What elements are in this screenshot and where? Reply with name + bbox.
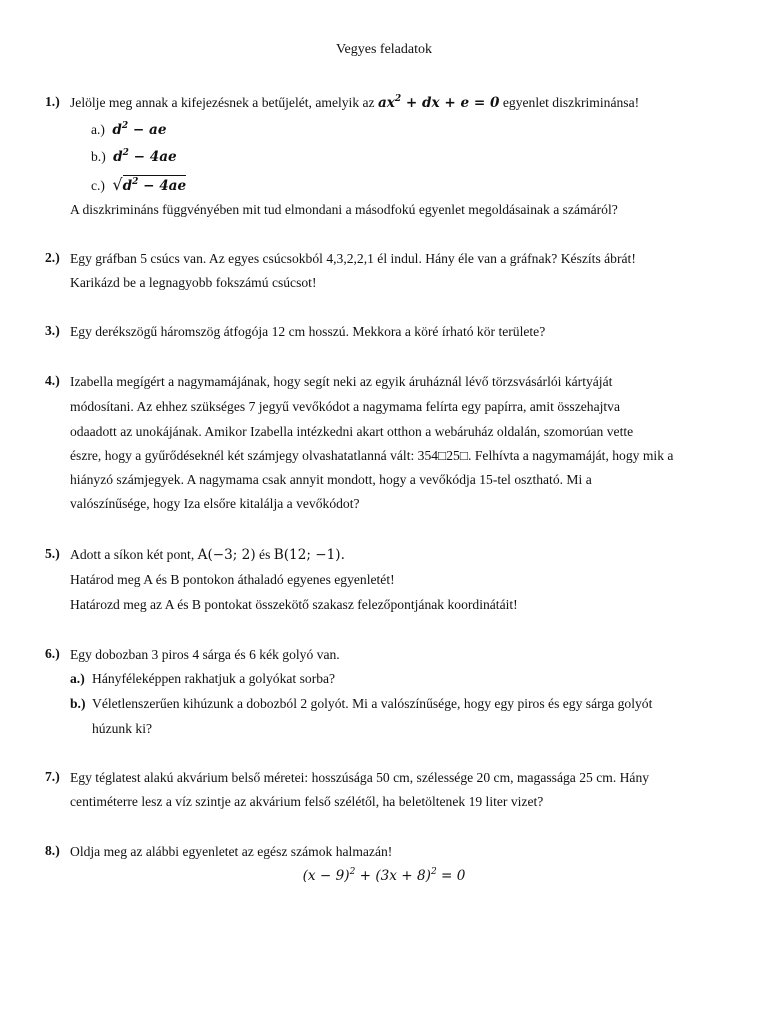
q5-line2: Határod meg A és B pontokon áthaladó egyenes egyenletét!: [70, 572, 395, 587]
q1-equation: $ax^2$ + dx + e = 0: [377, 94, 500, 111]
q3-line1: Egy derékszögű háromszög átfogója 12 cm hosszú. Mekkora a köré írható kör területe?: [70, 324, 546, 339]
q1-option-b: [91, 148, 177, 168]
q6-a-text: Hányféleképpen rakhatjuk a golyókat sorba?: [92, 671, 336, 686]
q6-number: 6.): [45, 646, 60, 661]
q8-line1: Oldja meg az alábbi egyenletet az egész számok halmazán!: [70, 844, 393, 859]
q6-b-text1: Véletlenszerűen kihúzunk a dobozból 2 golyót. Mi a valószínűsége, hogy egy piros és egy sárga golyót: [92, 696, 653, 711]
q4-line: észre, hogy a gyűrődéseknél két számjegy olvashatatlanná vált: 354□25□. Felhívta a nagymamáját, hogy mik a: [70, 448, 674, 463]
q5-point-b: B(12; −1).: [273, 547, 345, 563]
q4-line: valószínűsége, hogy Iza elsőre kitalálja a vevőkódot?: [70, 496, 360, 511]
q1-option-a: [91, 121, 166, 141]
q4-line: odaadott az unokájának. Amikor Izabella intézkedni akart otthon a webáruház oldalán, szomorúan vette: [70, 424, 634, 439]
q6-b-text2: húzunk ki?: [92, 721, 153, 736]
q1-option-a-expr: $d^2$ − ae: [112, 121, 167, 138]
q8-number: 8.): [45, 843, 60, 858]
q1-option-b-label: b.): [91, 149, 106, 164]
q1-option-c-expr: $d^2 - 4ae$: [123, 175, 187, 197]
q3-number: 3.): [45, 323, 60, 338]
q6-line1: Egy dobozban 3 piros 4 sárga és 6 kék golyó van.: [70, 647, 340, 662]
q2-line1: Egy gráfban 5 csúcs van. Az egyes csúcsokból 4,3,2,2,1 él indul. Hány éle van a gráfnak? Készíts ábrát!: [70, 251, 636, 266]
q7-number: 7.): [45, 769, 60, 784]
q1-option-b-expr: $d^2 - 4ae$: [113, 148, 177, 165]
q4-line: módosítani. Az ehhez szükséges 7 jegyű vevőkódot a nagymama felírta egy papírra, amit összehajtva: [70, 399, 620, 414]
q6-b-label: b.): [70, 696, 86, 711]
q5-point-a: A(−3; 2): [197, 547, 256, 563]
q2-number: 2.): [45, 250, 60, 265]
q1-number: 1.): [45, 94, 60, 109]
q7-line2: centiméterre lesz a víz szintje az akvárium felső szélétől, ha beletöltenek 19 liter vizet?: [70, 794, 544, 809]
q1-option-a-label: a.): [91, 122, 105, 137]
q5-text-a: Adott a síkon két pont,: [70, 547, 198, 562]
q1-option-c: c.) $√d^2 - 4ae$: [91, 175, 186, 197]
q4-number: 4.): [45, 373, 60, 388]
q4-line: hiányzó számjegyek. A nagymama csak annyit mondott, hogy a vevőkódja 15-tel osztható. Mi a: [70, 472, 592, 487]
q6-a-label: a.): [70, 671, 85, 686]
q5-line3: Határozd meg az A és B pontokat összekötő szakasz felezőpontjának koordinátáit!: [70, 597, 518, 612]
q1-text-b: egyenlet diszkriminánsa!: [499, 95, 640, 110]
q5-line1: [70, 546, 345, 564]
q8-equation: $(x - 9)^2 + (3x + 8)^2 = 0$: [302, 867, 466, 884]
q5-number: 5.): [45, 546, 60, 561]
q1-text-a: Jelölje meg annak a kifejezésnek a betűjelét, amelyik az: [70, 95, 378, 110]
q1-option-c-label: c.): [91, 178, 105, 193]
page-title: Vegyes feladatok: [335, 42, 433, 57]
q5-text-c: és: [255, 547, 274, 562]
q1-prompt: [70, 94, 639, 114]
q1-followup: A diszkrimináns függvényében mit tud elmondani a másodfokú egyenlet megoldásainak a számáról?: [70, 202, 618, 217]
q2-line2: Karikázd be a legnagyobb fokszámú csúcsot!: [70, 275, 317, 290]
q7-line1: Egy téglatest alakú akvárium belső méretei: hosszúsága 50 cm, szélessége 20 cm, magassága 25 cm. Hány: [70, 770, 650, 785]
q4-line: Izabella megígért a nagymamájának, hogy segít neki az egyik áruháznál lévő törzsvásárlói kártyáját: [70, 374, 613, 389]
